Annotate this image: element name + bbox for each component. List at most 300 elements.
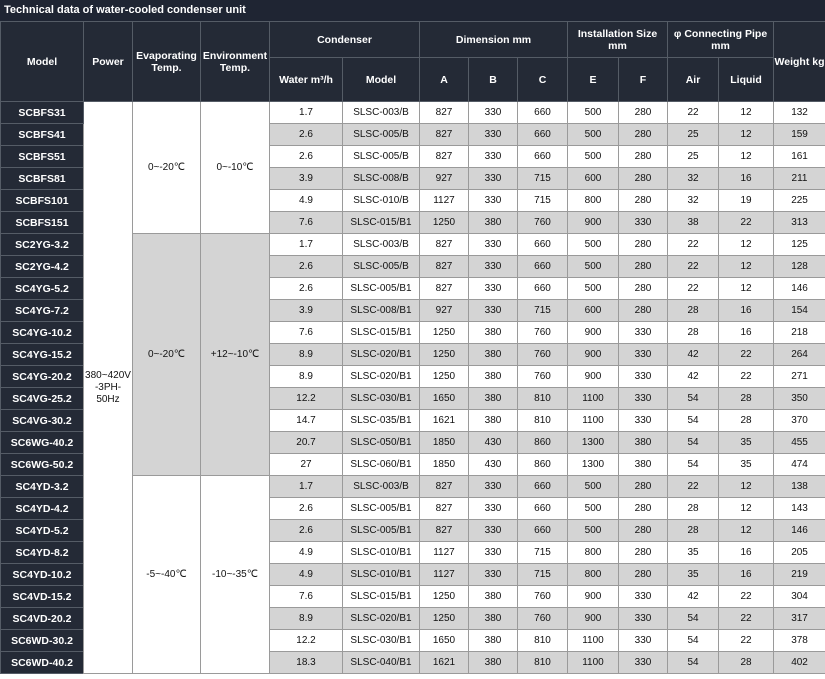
weight-cell: 211 — [774, 168, 825, 190]
pipe-air-cell: 32 — [668, 190, 719, 212]
header-pipe-air: Air — [668, 58, 719, 102]
installation-f-cell: 280 — [619, 256, 668, 278]
installation-e-cell: 800 — [568, 542, 619, 564]
pipe-liquid-cell: 12 — [719, 256, 774, 278]
pipe-liquid-cell: 22 — [719, 586, 774, 608]
dimension-a-cell: 827 — [420, 520, 469, 542]
pipe-air-cell: 22 — [668, 234, 719, 256]
water-flow-cell: 2.6 — [270, 124, 343, 146]
dimension-a-cell: 827 — [420, 278, 469, 300]
model-cell: SC6WD-30.2 — [1, 630, 84, 652]
pipe-air-cell: 42 — [668, 366, 719, 388]
dimension-c-cell: 810 — [518, 652, 568, 674]
dimension-b-cell: 430 — [469, 432, 518, 454]
dimension-c-cell: 660 — [518, 520, 568, 542]
installation-e-cell: 900 — [568, 366, 619, 388]
dimension-c-cell: 715 — [518, 168, 568, 190]
installation-f-cell: 330 — [619, 586, 668, 608]
condenser-model-cell: SLSC-030/B1 — [343, 630, 420, 652]
header-condenser-water: Water m³/h — [270, 58, 343, 102]
dimension-c-cell: 760 — [518, 322, 568, 344]
condenser-model-cell: SLSC-005/B — [343, 124, 420, 146]
pipe-liquid-cell: 16 — [719, 168, 774, 190]
pipe-air-cell: 28 — [668, 300, 719, 322]
dimension-c-cell: 810 — [518, 410, 568, 432]
water-flow-cell: 7.6 — [270, 322, 343, 344]
water-flow-cell: 27 — [270, 454, 343, 476]
dimension-c-cell: 760 — [518, 608, 568, 630]
header-model: Model — [1, 22, 84, 102]
dimension-a-cell: 1250 — [420, 322, 469, 344]
water-flow-cell: 8.9 — [270, 608, 343, 630]
installation-e-cell: 500 — [568, 498, 619, 520]
condenser-model-cell: SLSC-003/B — [343, 476, 420, 498]
condenser-model-cell: SLSC-003/B — [343, 102, 420, 124]
weight-cell: 378 — [774, 630, 825, 652]
installation-f-cell: 380 — [619, 432, 668, 454]
dimension-b-cell: 330 — [469, 256, 518, 278]
installation-f-cell: 280 — [619, 278, 668, 300]
pipe-air-cell: 35 — [668, 542, 719, 564]
installation-f-cell: 330 — [619, 366, 668, 388]
dimension-a-cell: 927 — [420, 168, 469, 190]
weight-cell: 146 — [774, 278, 825, 300]
dimension-b-cell: 380 — [469, 212, 518, 234]
model-cell: SC4VD-15.2 — [1, 586, 84, 608]
dimension-a-cell: 1850 — [420, 454, 469, 476]
dimension-a-cell: 827 — [420, 476, 469, 498]
installation-f-cell: 280 — [619, 476, 668, 498]
dimension-c-cell: 660 — [518, 278, 568, 300]
evaporating-temp-cell: 0~-20℃ — [133, 234, 201, 476]
installation-e-cell: 1100 — [568, 388, 619, 410]
installation-e-cell: 900 — [568, 586, 619, 608]
pipe-air-cell: 22 — [668, 476, 719, 498]
model-cell: SC4YG-5.2 — [1, 278, 84, 300]
installation-f-cell: 280 — [619, 190, 668, 212]
dimension-c-cell: 760 — [518, 344, 568, 366]
pipe-air-cell: 25 — [668, 146, 719, 168]
condenser-model-cell: SLSC-008/B1 — [343, 300, 420, 322]
model-cell: SC4VG-30.2 — [1, 410, 84, 432]
condenser-model-cell: SLSC-015/B1 — [343, 586, 420, 608]
weight-cell: 205 — [774, 542, 825, 564]
installation-e-cell: 500 — [568, 234, 619, 256]
header-installation-f: F — [619, 58, 668, 102]
pipe-liquid-cell: 35 — [719, 432, 774, 454]
header-installation-size: Installation Size mm — [568, 22, 668, 58]
model-cell: SC4VG-25.2 — [1, 388, 84, 410]
weight-cell: 455 — [774, 432, 825, 454]
water-flow-cell: 1.7 — [270, 234, 343, 256]
condenser-model-cell: SLSC-030/B1 — [343, 388, 420, 410]
installation-e-cell: 500 — [568, 102, 619, 124]
condenser-model-cell: SLSC-005/B1 — [343, 278, 420, 300]
pipe-air-cell: 25 — [668, 124, 719, 146]
weight-cell: 271 — [774, 366, 825, 388]
installation-f-cell: 330 — [619, 608, 668, 630]
installation-f-cell: 280 — [619, 564, 668, 586]
water-flow-cell: 2.6 — [270, 278, 343, 300]
condenser-model-cell: SLSC-005/B1 — [343, 498, 420, 520]
installation-f-cell: 280 — [619, 542, 668, 564]
weight-cell: 161 — [774, 146, 825, 168]
pipe-air-cell: 32 — [668, 168, 719, 190]
pipe-air-cell: 22 — [668, 256, 719, 278]
installation-e-cell: 900 — [568, 322, 619, 344]
pipe-air-cell: 54 — [668, 630, 719, 652]
pipe-liquid-cell: 16 — [719, 564, 774, 586]
pipe-liquid-cell: 22 — [719, 212, 774, 234]
installation-f-cell: 280 — [619, 234, 668, 256]
condenser-model-cell: SLSC-015/B1 — [343, 322, 420, 344]
installation-f-cell: 280 — [619, 146, 668, 168]
water-flow-cell: 12.2 — [270, 630, 343, 652]
pipe-liquid-cell: 12 — [719, 476, 774, 498]
dimension-a-cell: 827 — [420, 124, 469, 146]
dimension-c-cell: 860 — [518, 432, 568, 454]
water-flow-cell: 8.9 — [270, 344, 343, 366]
dimension-c-cell: 660 — [518, 476, 568, 498]
pipe-liquid-cell: 28 — [719, 410, 774, 432]
water-flow-cell: 1.7 — [270, 476, 343, 498]
header-power: Power — [84, 22, 133, 102]
installation-e-cell: 600 — [568, 168, 619, 190]
installation-f-cell: 330 — [619, 212, 668, 234]
model-cell: SCBFS31 — [1, 102, 84, 124]
pipe-liquid-cell: 12 — [719, 498, 774, 520]
dimension-b-cell: 330 — [469, 124, 518, 146]
weight-cell: 304 — [774, 586, 825, 608]
table-body — [1, 102, 825, 674]
pipe-air-cell: 22 — [668, 102, 719, 124]
condenser-model-cell: SLSC-035/B1 — [343, 410, 420, 432]
table-title: Technical data of water-cooled condenser unit — [0, 0, 825, 21]
pipe-air-cell: 54 — [668, 454, 719, 476]
dimension-c-cell: 810 — [518, 630, 568, 652]
dimension-b-cell: 330 — [469, 542, 518, 564]
pipe-air-cell: 54 — [668, 608, 719, 630]
condenser-model-cell: SLSC-005/B — [343, 146, 420, 168]
weight-cell: 146 — [774, 520, 825, 542]
dimension-c-cell: 760 — [518, 586, 568, 608]
water-flow-cell: 4.9 — [270, 564, 343, 586]
weight-cell: 313 — [774, 212, 825, 234]
dimension-b-cell: 380 — [469, 410, 518, 432]
model-cell: SCBFS51 — [1, 146, 84, 168]
weight-cell: 219 — [774, 564, 825, 586]
environment-temp-cell: +12~-10℃ — [201, 234, 270, 476]
condenser-model-cell: SLSC-005/B — [343, 256, 420, 278]
model-cell: SC2YG-3.2 — [1, 234, 84, 256]
condenser-model-cell: SLSC-010/B1 — [343, 542, 420, 564]
environment-temp-cell: 0~-10℃ — [201, 102, 270, 234]
water-flow-cell: 3.9 — [270, 300, 343, 322]
pipe-liquid-cell: 22 — [719, 344, 774, 366]
installation-f-cell: 280 — [619, 498, 668, 520]
pipe-air-cell: 28 — [668, 520, 719, 542]
installation-e-cell: 900 — [568, 344, 619, 366]
installation-e-cell: 500 — [568, 278, 619, 300]
condenser-model-cell: SLSC-010/B1 — [343, 564, 420, 586]
water-flow-cell: 1.7 — [270, 102, 343, 124]
header-dimension: Dimension mm — [420, 22, 568, 58]
dimension-a-cell: 1850 — [420, 432, 469, 454]
header-weight: Weight kg — [774, 22, 825, 102]
weight-cell: 125 — [774, 234, 825, 256]
pipe-air-cell: 54 — [668, 388, 719, 410]
water-flow-cell: 2.6 — [270, 256, 343, 278]
dimension-b-cell: 330 — [469, 564, 518, 586]
dimension-b-cell: 380 — [469, 630, 518, 652]
water-flow-cell: 2.6 — [270, 146, 343, 168]
model-cell: SC4YG-10.2 — [1, 322, 84, 344]
pipe-air-cell: 38 — [668, 212, 719, 234]
water-flow-cell: 20.7 — [270, 432, 343, 454]
weight-cell: 159 — [774, 124, 825, 146]
installation-e-cell: 900 — [568, 212, 619, 234]
dimension-b-cell: 380 — [469, 388, 518, 410]
dimension-b-cell: 330 — [469, 234, 518, 256]
header-pipe-liquid: Liquid — [719, 58, 774, 102]
power-cell: 380~420V -3PH-50Hz — [84, 102, 133, 674]
condenser-model-cell: SLSC-010/B — [343, 190, 420, 212]
header-dimension-b: B — [469, 58, 518, 102]
water-flow-cell: 2.6 — [270, 520, 343, 542]
pipe-liquid-cell: 12 — [719, 234, 774, 256]
weight-cell: 370 — [774, 410, 825, 432]
installation-f-cell: 330 — [619, 410, 668, 432]
installation-f-cell: 280 — [619, 124, 668, 146]
dimension-b-cell: 380 — [469, 366, 518, 388]
installation-f-cell: 330 — [619, 630, 668, 652]
header-evaporating-temp: Evaporating Temp. — [133, 22, 201, 102]
dimension-c-cell: 660 — [518, 124, 568, 146]
header-condenser-model: Model — [343, 58, 420, 102]
pipe-liquid-cell: 19 — [719, 190, 774, 212]
dimension-a-cell: 827 — [420, 234, 469, 256]
pipe-liquid-cell: 12 — [719, 146, 774, 168]
environment-temp-cell: -10~-35℃ — [201, 476, 270, 674]
model-cell: SC4YG-20.2 — [1, 366, 84, 388]
dimension-b-cell: 330 — [469, 300, 518, 322]
weight-cell: 138 — [774, 476, 825, 498]
weight-cell: 128 — [774, 256, 825, 278]
installation-f-cell: 280 — [619, 300, 668, 322]
pipe-liquid-cell: 12 — [719, 278, 774, 300]
weight-cell: 264 — [774, 344, 825, 366]
header-connecting-pipe: φ Connecting Pipe mm — [668, 22, 774, 58]
dimension-b-cell: 380 — [469, 608, 518, 630]
dimension-c-cell: 660 — [518, 256, 568, 278]
dimension-c-cell: 715 — [518, 190, 568, 212]
dimension-a-cell: 1621 — [420, 410, 469, 432]
pipe-liquid-cell: 28 — [719, 652, 774, 674]
installation-f-cell: 280 — [619, 520, 668, 542]
dimension-c-cell: 810 — [518, 388, 568, 410]
dimension-a-cell: 827 — [420, 256, 469, 278]
installation-f-cell: 330 — [619, 344, 668, 366]
model-cell: SC4YD-4.2 — [1, 498, 84, 520]
dimension-c-cell: 760 — [518, 366, 568, 388]
dimension-a-cell: 927 — [420, 300, 469, 322]
model-cell: SC2YG-4.2 — [1, 256, 84, 278]
dimension-b-cell: 380 — [469, 344, 518, 366]
installation-f-cell: 330 — [619, 388, 668, 410]
dimension-c-cell: 715 — [518, 300, 568, 322]
spec-table — [0, 21, 825, 674]
pipe-liquid-cell: 16 — [719, 300, 774, 322]
pipe-liquid-cell: 16 — [719, 542, 774, 564]
model-cell: SC6WG-50.2 — [1, 454, 84, 476]
header-installation-e: E — [568, 58, 619, 102]
model-cell: SCBFS101 — [1, 190, 84, 212]
dimension-c-cell: 715 — [518, 542, 568, 564]
installation-e-cell: 900 — [568, 608, 619, 630]
model-cell: SC6WD-40.2 — [1, 652, 84, 674]
dimension-a-cell: 827 — [420, 102, 469, 124]
condenser-model-cell: SLSC-020/B1 — [343, 608, 420, 630]
model-cell: SC4VD-20.2 — [1, 608, 84, 630]
dimension-a-cell: 1127 — [420, 542, 469, 564]
installation-f-cell: 280 — [619, 168, 668, 190]
installation-e-cell: 800 — [568, 564, 619, 586]
model-cell: SC4YD-8.2 — [1, 542, 84, 564]
dimension-b-cell: 330 — [469, 102, 518, 124]
pipe-air-cell: 28 — [668, 498, 719, 520]
dimension-a-cell: 1621 — [420, 652, 469, 674]
installation-e-cell: 1100 — [568, 410, 619, 432]
dimension-c-cell: 660 — [518, 146, 568, 168]
weight-cell: 154 — [774, 300, 825, 322]
water-flow-cell: 3.9 — [270, 168, 343, 190]
pipe-air-cell: 35 — [668, 564, 719, 586]
dimension-c-cell: 660 — [518, 102, 568, 124]
installation-f-cell: 330 — [619, 322, 668, 344]
weight-cell: 350 — [774, 388, 825, 410]
dimension-b-cell: 380 — [469, 322, 518, 344]
dimension-a-cell: 1250 — [420, 344, 469, 366]
weight-cell: 474 — [774, 454, 825, 476]
pipe-liquid-cell: 22 — [719, 366, 774, 388]
dimension-b-cell: 330 — [469, 278, 518, 300]
model-cell: SCBFS151 — [1, 212, 84, 234]
weight-cell: 225 — [774, 190, 825, 212]
pipe-air-cell: 42 — [668, 586, 719, 608]
dimension-b-cell: 380 — [469, 586, 518, 608]
dimension-a-cell: 1127 — [420, 564, 469, 586]
condenser-model-cell: SLSC-003/B — [343, 234, 420, 256]
dimension-b-cell: 380 — [469, 652, 518, 674]
water-flow-cell: 8.9 — [270, 366, 343, 388]
water-flow-cell: 7.6 — [270, 212, 343, 234]
pipe-liquid-cell: 12 — [719, 124, 774, 146]
evaporating-temp-cell: -5~-40℃ — [133, 476, 201, 674]
header-environment-temp: Environment Temp. — [201, 22, 270, 102]
installation-e-cell: 500 — [568, 476, 619, 498]
dimension-b-cell: 330 — [469, 168, 518, 190]
evaporating-temp-cell: 0~-20℃ — [133, 102, 201, 234]
installation-f-cell: 280 — [619, 102, 668, 124]
dimension-c-cell: 660 — [518, 498, 568, 520]
model-cell: SC4YD-10.2 — [1, 564, 84, 586]
dimension-b-cell: 330 — [469, 476, 518, 498]
table-row — [1, 102, 825, 124]
dimension-c-cell: 860 — [518, 454, 568, 476]
condenser-model-cell: SLSC-020/B1 — [343, 366, 420, 388]
installation-e-cell: 1100 — [568, 630, 619, 652]
pipe-air-cell: 28 — [668, 322, 719, 344]
dimension-b-cell: 330 — [469, 146, 518, 168]
header-dimension-c: C — [518, 58, 568, 102]
dimension-c-cell: 660 — [518, 234, 568, 256]
header-dimension-a: A — [420, 58, 469, 102]
pipe-liquid-cell: 22 — [719, 630, 774, 652]
model-cell: SCBFS81 — [1, 168, 84, 190]
condenser-model-cell: SLSC-060/B1 — [343, 454, 420, 476]
condenser-model-cell: SLSC-050/B1 — [343, 432, 420, 454]
dimension-b-cell: 330 — [469, 190, 518, 212]
dimension-a-cell: 1250 — [420, 608, 469, 630]
pipe-air-cell: 42 — [668, 344, 719, 366]
pipe-air-cell: 54 — [668, 410, 719, 432]
installation-e-cell: 500 — [568, 520, 619, 542]
pipe-liquid-cell: 35 — [719, 454, 774, 476]
dimension-b-cell: 430 — [469, 454, 518, 476]
model-cell: SC4YG-7.2 — [1, 300, 84, 322]
pipe-air-cell: 22 — [668, 278, 719, 300]
model-cell: SC4YD-3.2 — [1, 476, 84, 498]
water-flow-cell: 2.6 — [270, 498, 343, 520]
dimension-b-cell: 330 — [469, 520, 518, 542]
weight-cell: 402 — [774, 652, 825, 674]
condenser-model-cell: SLSC-005/B1 — [343, 520, 420, 542]
pipe-liquid-cell: 22 — [719, 608, 774, 630]
installation-e-cell: 1300 — [568, 454, 619, 476]
dimension-a-cell: 1250 — [420, 212, 469, 234]
model-cell: SC4YG-15.2 — [1, 344, 84, 366]
model-cell: SC6WG-40.2 — [1, 432, 84, 454]
weight-cell: 218 — [774, 322, 825, 344]
model-cell: SCBFS41 — [1, 124, 84, 146]
pipe-air-cell: 54 — [668, 432, 719, 454]
dimension-a-cell: 1650 — [420, 630, 469, 652]
dimension-a-cell: 1250 — [420, 366, 469, 388]
water-flow-cell: 7.6 — [270, 586, 343, 608]
water-flow-cell: 4.9 — [270, 190, 343, 212]
model-cell: SC4YD-5.2 — [1, 520, 84, 542]
pipe-air-cell: 54 — [668, 652, 719, 674]
installation-e-cell: 500 — [568, 124, 619, 146]
weight-cell: 132 — [774, 102, 825, 124]
water-flow-cell: 18.3 — [270, 652, 343, 674]
installation-e-cell: 600 — [568, 300, 619, 322]
water-flow-cell: 12.2 — [270, 388, 343, 410]
condenser-model-cell: SLSC-015/B1 — [343, 212, 420, 234]
dimension-a-cell: 1650 — [420, 388, 469, 410]
installation-e-cell: 500 — [568, 256, 619, 278]
dimension-a-cell: 827 — [420, 146, 469, 168]
weight-cell: 143 — [774, 498, 825, 520]
dimension-c-cell: 715 — [518, 564, 568, 586]
installation-e-cell: 1300 — [568, 432, 619, 454]
installation-f-cell: 330 — [619, 652, 668, 674]
condenser-model-cell: SLSC-040/B1 — [343, 652, 420, 674]
dimension-a-cell: 827 — [420, 498, 469, 520]
pipe-liquid-cell: 16 — [719, 322, 774, 344]
pipe-liquid-cell: 12 — [719, 520, 774, 542]
water-flow-cell: 4.9 — [270, 542, 343, 564]
